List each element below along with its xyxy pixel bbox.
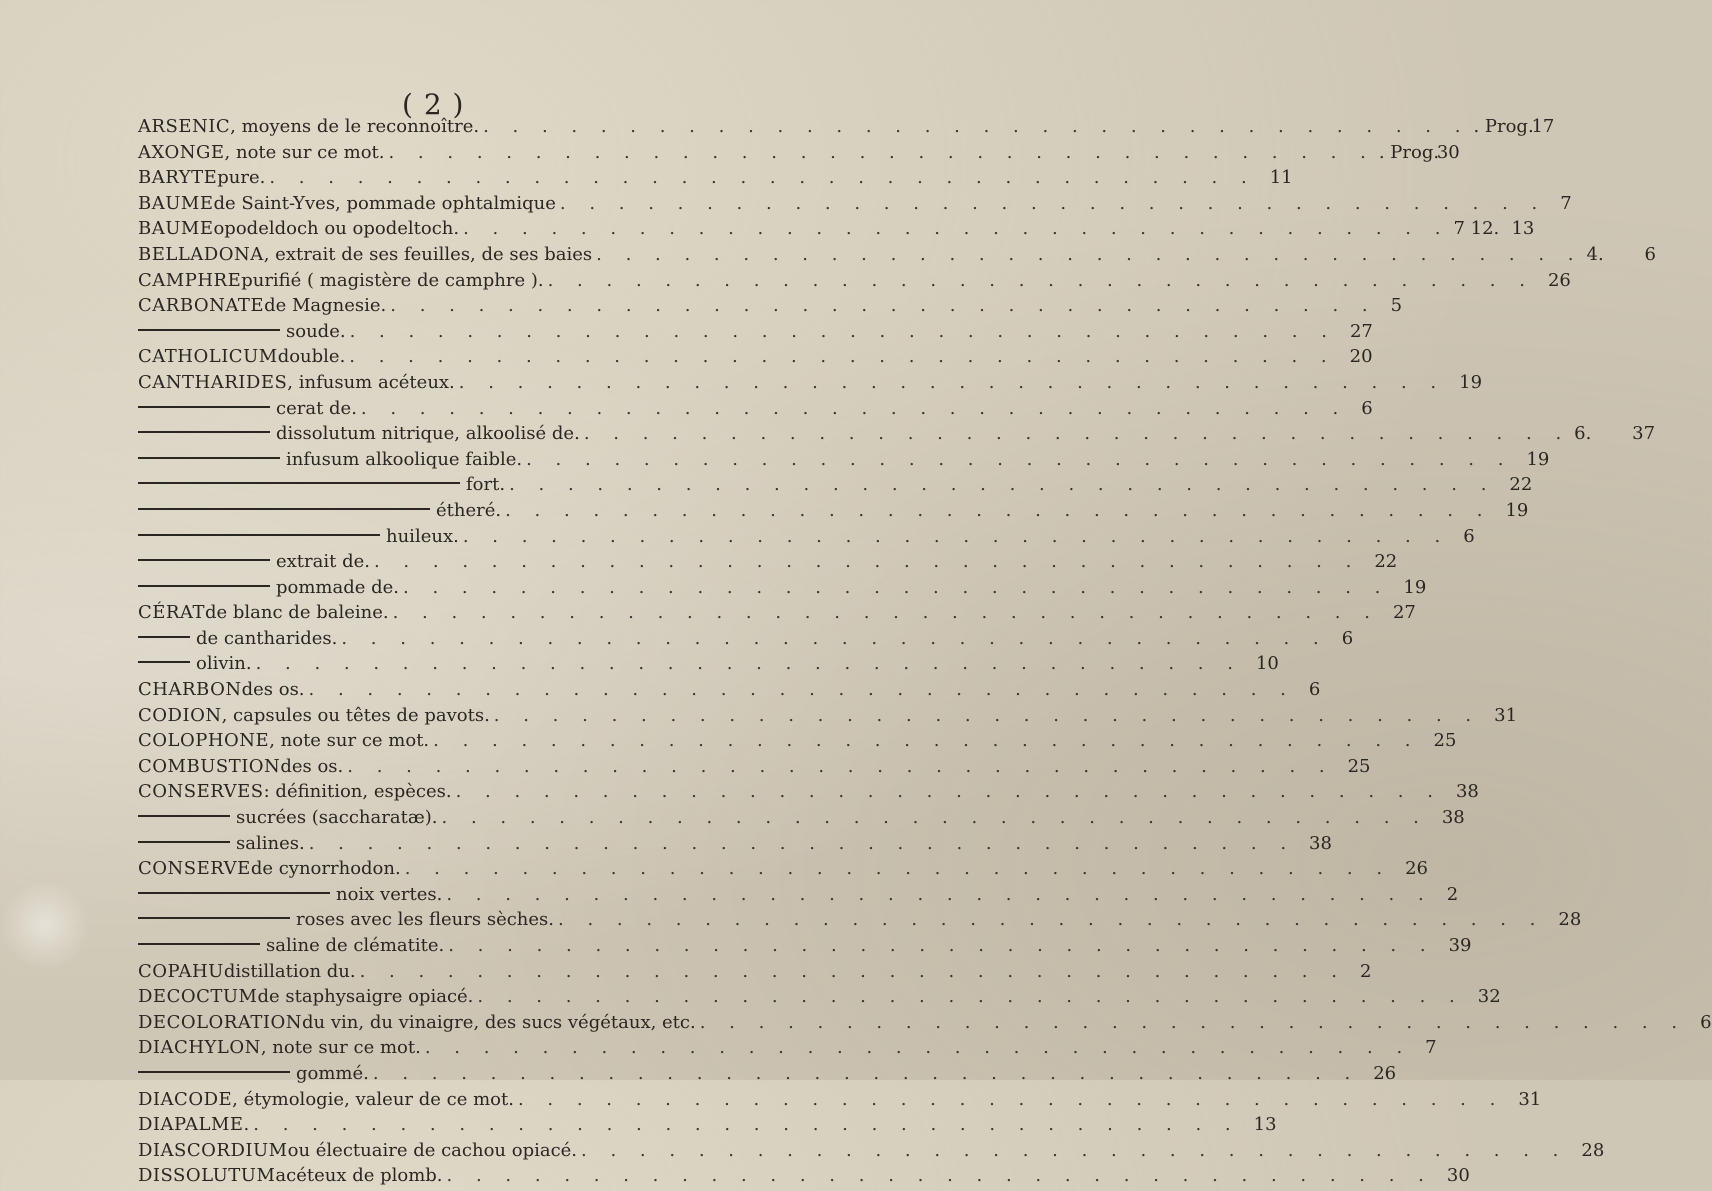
index-entry <box>138 935 1472 961</box>
index-entry <box>138 423 1656 449</box>
dot-leader: . . . . . . . . . . . . . . . . . . . . . . . . . . . . . . . . . . <box>581 1139 1568 1161</box>
entry-text: pure. <box>217 167 266 189</box>
entry-reference: . Prog. <box>1378 141 1440 163</box>
entry-text: dissolutum nitrique, alkoolisé de. <box>276 423 580 445</box>
ditto-rule <box>138 508 430 510</box>
dot-leader: . . . . . . . . . . . . . . . . . . . . . . . . . . . . . . . . . . <box>372 1062 1360 1084</box>
entry-page-number: 2 <box>1359 960 1372 982</box>
entry-page-number: 13 <box>1253 1114 1277 1136</box>
index-entry <box>138 116 1555 142</box>
entry-page-number: 22 <box>1374 551 1398 573</box>
entry-reference: . Prog. <box>1473 116 1534 137</box>
index-entry <box>138 755 1371 782</box>
index-entry <box>138 474 1533 500</box>
entry-page-number: 26 <box>1373 1062 1397 1084</box>
ditto-rule <box>138 534 380 536</box>
entry-page-number: 25 <box>1433 730 1457 752</box>
dot-leader: . . . . . . . . . . . . . . . . . . . . . . . . . . . . . . . . . . <box>446 883 1433 905</box>
entry-text: soude. <box>286 320 346 342</box>
entry-page-number: 28 <box>1558 909 1582 931</box>
index-entry <box>138 525 1475 552</box>
entry-page-number: 22 <box>1509 474 1533 496</box>
dot-leader: . . . . . . . . . . . . . . . . . . . . . . . . . . . . . . . . . . <box>463 218 1450 240</box>
entry-text: opodeldoch ou opodeltoch. <box>213 218 460 240</box>
entry-text: , infusum acéteux. <box>287 371 455 393</box>
dot-leader: . . . . . . . . . . . . . . . . . . . . . . . . . . . . . . . . . . <box>462 525 1450 547</box>
entry-text: sucrées (saccharatæ). <box>236 807 438 829</box>
ditto-rule <box>138 585 270 587</box>
dot-leader: . . . . . . . . . . . . . . . . . . . . . . . . . . . . . . . . . . <box>441 807 1428 829</box>
entry-page-number: 28 <box>1581 1139 1605 1161</box>
entry-page-number: 11 <box>1269 167 1293 189</box>
entry-text: de staphysaigre opiacé. <box>257 986 474 1008</box>
entry-page-number: 19 <box>1505 499 1529 521</box>
dot-leader: . . . . . . . . . . . . . . . . . . . . . . . . . . . . . . . . . . <box>477 986 1464 1008</box>
index-entry <box>138 243 1656 270</box>
entry-text: salines. <box>236 832 305 854</box>
entry-page-number: 10 <box>1255 653 1279 675</box>
entry-page-number: 7 <box>1425 1037 1437 1059</box>
entry-text: de Saint-Yves, pommade ophtalmique <box>213 192 556 214</box>
ditto-rule <box>138 431 270 433</box>
entry-page-number: 31 <box>1518 1088 1542 1110</box>
dot-leader: . . . . . . . . . . . . . . . . . . . . . . . . . . . . . . . . . . <box>360 397 1348 419</box>
dot-leader: . . . . . . . . . . . . . . . . . . . . . . . . . . . . . . . . . . <box>347 755 1334 777</box>
index-entry <box>138 1114 1277 1140</box>
ditto-rule <box>138 917 290 919</box>
dot-leader: . . . . . . . . . . . . . . . . . . . . . . . . . . . . . . . . . . <box>349 320 1336 342</box>
index-entry <box>138 1062 1397 1089</box>
dot-leader: . . . . . . . . . . . . . . . . . . . . . . . . . . . . . . . . . . <box>517 1088 1505 1110</box>
dot-leader: . . . . . . . . . . . . . . . . . . . . . . . . . . . . . . . . . . <box>373 551 1361 573</box>
entry-text: , note sur ce mot. <box>260 1037 421 1059</box>
ditto-rule <box>138 636 190 638</box>
entry-page-number: 6 <box>1361 397 1373 419</box>
dot-leader: . . . . . . . . . . . . . . . . . . . . . . . . . . . . . . . . . . <box>583 423 1571 445</box>
entry-page-number: 30 <box>1446 1165 1470 1187</box>
index-entry <box>138 1165 1470 1191</box>
entry-page-number: 25 <box>1347 755 1371 777</box>
entry-text: , note sur ce mot. <box>224 141 385 163</box>
entry-page-number: 26 <box>1547 269 1571 291</box>
entry-headword: CONSERVE <box>138 858 251 880</box>
entry-headword: DIAPALME <box>138 1114 244 1136</box>
entry-text: saline de clématite. <box>266 935 445 956</box>
index-entry <box>138 192 1572 219</box>
entry-page-number: 39 <box>1448 935 1472 956</box>
entry-page-number: 38 <box>1441 807 1465 829</box>
entry-page-number: 20 <box>1349 346 1373 368</box>
entry-text: olivin. <box>196 653 252 675</box>
dot-leader: . . . . . . . . . . . . . . . . . . . . . . . . . . . . . . . . . . <box>509 474 1496 496</box>
entry-headword: CODION <box>138 704 222 726</box>
entry-text: de Magnesie. <box>264 295 387 317</box>
index-entry <box>138 371 1483 398</box>
entry-headword: BAUME <box>138 192 214 214</box>
index-entry <box>138 448 1550 475</box>
page-number: ( 2 ) <box>402 88 465 121</box>
entry-page-number: 6 <box>1308 679 1321 701</box>
entry-page-number: 17 <box>1531 116 1555 137</box>
index-entry <box>138 1037 1437 1063</box>
dot-leader: . . . . . . . . . . . . . . . . . . . . . . . . . . . . . . . . . . <box>699 1011 1687 1033</box>
entry-page-number: 19 <box>1526 448 1550 470</box>
entry-page-number: 6 <box>1463 525 1475 547</box>
index-entry <box>138 909 1582 935</box>
index-entry <box>138 551 1398 577</box>
index-entry <box>138 295 1403 321</box>
dot-leader: . . . . . . . . . . . . . . . . . . . . . . . . . . . . . . . . . . <box>596 243 1583 265</box>
dot-leader: . . . . . . . . . . . . . . . . . . . . . . . . . . . . . . . . . . <box>446 1165 1433 1187</box>
entry-page-number: 6 <box>1341 627 1354 649</box>
entry-headword: CONSERVES <box>138 781 264 803</box>
dot-leader: . . . . . . . . . . . . . . . . . . . . . . . . . . . . . . . . . . <box>404 858 1392 880</box>
entry-text: infusum alkoolique faible. <box>286 448 523 470</box>
entry-headword: BAUME <box>138 218 214 240</box>
ditto-rule <box>138 482 460 484</box>
dot-leader: . . . . . . . . . . . . . . . . . . . . . . . . . . . . . . . . . . <box>505 499 1492 521</box>
index-entry <box>138 960 1372 987</box>
entry-page-number: 38 <box>1455 781 1479 803</box>
dot-leader: . . . . . . . . . . . . . . . . . . . . . . . . . . . . . . . . . . <box>269 167 1256 189</box>
dot-leader: . . . . . . . . . . . . . . . . . . . . . . . . . . . . . . . . . . <box>403 576 1390 598</box>
entry-text: distillation du. <box>223 960 356 982</box>
dot-leader: . . . . . . . . . . . . . . . . . . . . . . . . . . . . . . . . . . <box>390 295 1377 317</box>
entry-headword: CÉRAT <box>138 602 205 624</box>
entry-text: : définition, espèces. <box>263 781 452 803</box>
entry-text: noix vertes. <box>336 883 443 905</box>
entry-page-number: 27 <box>1349 320 1373 342</box>
ditto-rule <box>138 559 270 561</box>
entry-text: , moyens de le reconnoître. <box>230 116 480 137</box>
dot-leader: . . . . . . . . . . . . . . . . . . . . . . . . . . . . . . . . . . <box>433 730 1420 752</box>
entry-text: de cantharides. <box>196 627 338 649</box>
entry-headword: COPAHU <box>138 960 224 982</box>
entry-reference: 7 12. <box>1453 218 1500 240</box>
entry-page-number: 6 <box>1644 243 1656 265</box>
entry-page-number: 6 <box>1700 1011 1712 1033</box>
entry-page-number: 19 <box>1403 576 1427 598</box>
entry-headword: CANTHARIDES <box>138 371 288 393</box>
entry-page-number: 37 <box>1632 423 1656 445</box>
index-entry <box>138 730 1457 756</box>
dot-leader: . . . . . . . . . . . . . . . . . . . . . . . . . . . . . . . . . . <box>388 141 1375 163</box>
index-entry <box>138 167 1293 193</box>
entry-headword: DIACODE <box>138 1088 233 1110</box>
ditto-rule <box>138 457 280 459</box>
entry-page-number: 31 <box>1494 704 1518 726</box>
dot-leader: . . . . . . . . . . . . . . . . . . . . . . . . . . . . . . . . . . <box>493 704 1481 726</box>
ditto-rule <box>138 815 230 817</box>
entry-headword: COMBUSTION <box>138 755 281 777</box>
entry-headword: CAMPHRE <box>138 269 242 291</box>
dot-leader: . . . . . . . . . . . . . . . . . . . . . . . . . . . . . . . . . . <box>349 346 1336 368</box>
dot-leader: . . . . . . . . . . . . . . . . . . . . . . . . . . . . . . . . . . <box>547 269 1534 291</box>
index-entry <box>138 576 1427 603</box>
index-entry <box>138 269 1571 296</box>
paper-stain <box>0 880 90 970</box>
index-entry <box>138 807 1465 833</box>
dot-leader: . . . . . . . . . . . . . . . . . . . . . . . . . . . . . . . . . . <box>341 627 1328 649</box>
index-entry <box>138 1011 1712 1038</box>
index-entry <box>138 832 1332 859</box>
entry-text: extrait de. <box>276 551 370 573</box>
entry-text: , capsules ou têtes de pavots. <box>221 704 490 726</box>
entry-headword: DECOLORATION <box>138 1011 303 1033</box>
index-entry <box>138 858 1428 884</box>
entry-text: , note sur ce mot. <box>269 730 430 752</box>
entry-text: fort. <box>466 474 506 496</box>
dot-leader: . . . . . . . . . . . . . . . . . . . . . . . . . . . . . . . . . . <box>483 116 1470 137</box>
index-entry <box>138 602 1416 628</box>
entry-page-number: 27 <box>1392 602 1416 624</box>
entry-page-number: 26 <box>1405 858 1428 880</box>
entry-text: purifié ( magistère de camphre ). <box>241 269 544 291</box>
ditto-rule <box>138 329 280 331</box>
entry-headword: ARSENIC <box>138 116 231 137</box>
index-entry <box>138 320 1373 347</box>
dot-leader: . . . . . . . . . . . . . . . . . . . . . . . . . . . . . . . . . . <box>253 1114 1240 1136</box>
index-entry <box>138 499 1529 526</box>
entry-page-number: 32 <box>1477 986 1501 1008</box>
entry-page-number: 38 <box>1309 832 1332 854</box>
dot-leader: . . . . . . . . . . . . . . . . . . . . . . . . . . . . . . . . . . <box>455 781 1442 803</box>
index-entry <box>138 346 1373 372</box>
entry-headword: DIACHYLON <box>138 1037 261 1059</box>
dot-leader: . . . . . . . . . . . . . . . . . . . . . . . . . . . . . . . . . . <box>424 1037 1412 1059</box>
entry-text: des os. <box>241 679 305 701</box>
index-entry <box>138 1088 1542 1115</box>
entry-text: , extrait de ses feuilles, de ses baies <box>263 243 593 265</box>
index-entry <box>138 1139 1605 1166</box>
ditto-rule <box>138 661 190 663</box>
entry-text: de blanc de baleine. <box>205 602 389 624</box>
entry-text: du vin, du vinaigre, des sucs végétaux, etc. <box>302 1011 696 1033</box>
entry-page-number: 2 <box>1446 883 1459 905</box>
entry-text: . <box>243 1114 250 1136</box>
entry-text: étheré. <box>436 499 502 521</box>
dot-leader: . . . . . . . . . . . . . . . . . . . . . . . . . . . . . . . . . . <box>392 602 1379 624</box>
dot-leader: . . . . . . . . . . . . . . . . . . . . . . . . . . . . . . . . . . <box>559 192 1547 214</box>
ditto-rule <box>138 892 330 894</box>
entry-text: double. <box>277 346 346 368</box>
entry-text: ou électuaire de cachou opiacé. <box>287 1139 578 1161</box>
entry-headword: DECOCTUM <box>138 986 258 1008</box>
index-list <box>138 116 1712 1191</box>
entry-text: des os. <box>280 755 344 777</box>
entry-reference: 6. <box>1574 423 1592 445</box>
index-entry <box>138 781 1479 807</box>
index-entry <box>138 653 1279 679</box>
index-entry <box>138 141 1460 168</box>
entry-page-number: 30 <box>1436 141 1460 163</box>
entry-text: gommé. <box>296 1062 369 1084</box>
entry-headword: CARBONATE <box>138 295 265 317</box>
index-entry <box>138 679 1321 705</box>
ditto-rule <box>138 841 230 843</box>
entry-reference: 4. <box>1586 243 1604 265</box>
ditto-rule <box>138 1071 290 1073</box>
ditto-rule <box>138 406 270 408</box>
entry-text: cerat de. <box>276 397 357 419</box>
entry-text: , étymologie, valeur de ce mot. <box>232 1088 514 1110</box>
entry-text: de cynorrhodon. <box>250 858 401 880</box>
index-entry <box>138 218 1535 244</box>
dot-leader: . . . . . . . . . . . . . . . . . . . . . . . . . . . . . . . . . . <box>255 653 1242 675</box>
entry-text: huileux. <box>386 525 459 547</box>
index-entry <box>138 627 1354 654</box>
index-entry <box>138 986 1501 1012</box>
index-entry <box>138 704 1518 731</box>
entry-headword: DIASCORDIUM <box>138 1139 288 1161</box>
dot-leader: . . . . . . . . . . . . . . . . . . . . . . . . . . . . . . . . . . <box>359 960 1346 982</box>
index-entry <box>138 397 1373 424</box>
index-entry <box>138 883 1459 910</box>
entry-page-number: 13 <box>1511 218 1535 240</box>
dot-leader: . . . . . . . . . . . . . . . . . . . . . . . . . . . . . . . . . . <box>558 909 1545 931</box>
entry-text: roses avec les fleurs sèches. <box>296 909 555 931</box>
dot-leader: . . . . . . . . . . . . . . . . . . . . . . . . . . . . . . . . . . <box>448 935 1435 956</box>
entry-headword: BELLADONA <box>138 243 264 265</box>
entry-page-number: 7 <box>1560 192 1572 214</box>
entry-headword: BARYTE <box>138 167 218 189</box>
entry-text: pommade de. <box>276 576 400 598</box>
entry-headword: AXONGE <box>138 141 225 163</box>
entry-headword: COLOPHONE <box>138 730 270 752</box>
entry-headword: CATHOLICUM <box>138 346 278 368</box>
entry-headword: DISSOLUTUM <box>138 1165 276 1187</box>
dot-leader: . . . . . . . . . . . . . . . . . . . . . . . . . . . . . . . . . . <box>526 448 1513 470</box>
entry-page-number: 19 <box>1459 371 1483 393</box>
entry-page-number: 5 <box>1390 295 1403 317</box>
dot-leader: . . . . . . . . . . . . . . . . . . . . . . . . . . . . . . . . . . <box>308 832 1296 854</box>
entry-text: acéteux de plomb. <box>275 1165 443 1187</box>
dot-leader: . . . . . . . . . . . . . . . . . . . . . . . . . . . . . . . . . . <box>458 371 1446 393</box>
ditto-rule <box>138 943 260 945</box>
dot-leader: . . . . . . . . . . . . . . . . . . . . . . . . . . . . . . . . . . <box>308 679 1295 701</box>
entry-headword: CHARBON <box>138 679 242 701</box>
